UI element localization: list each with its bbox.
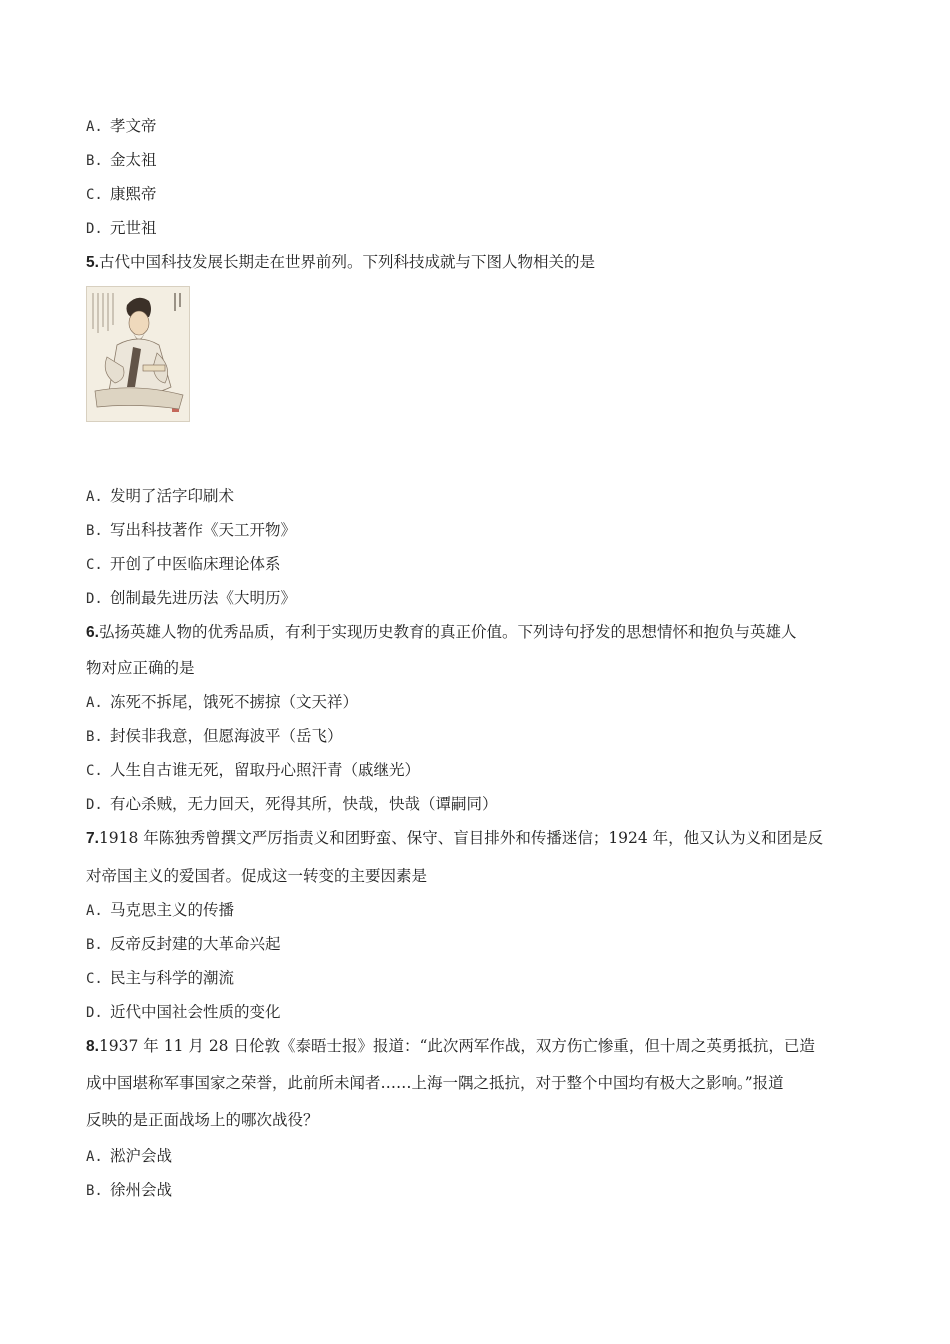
q7-option-b: B. 反帝反封建的大革命兴起 [86,935,281,953]
q7-option-d: D. 近代中国社会性质的变化 [86,1003,281,1021]
scholar-portrait-drawing [87,287,189,421]
scholar-portrait-image [86,286,190,422]
q5-option-d: D. 创制最先进历法《大明历》 [86,589,297,607]
q6-option-c: C. 人生自古谁无死，留取丹心照汗青（戚继光） [86,761,421,779]
q4-option-c: C. 康熙帝 [86,185,157,203]
q8-stem-line3: 反映的是正面战场上的哪次战役？ [86,1111,319,1129]
q6-stem-line1: 6.弘扬英雄人物的优秀品质，有利于实现历史教育的真正价值。下列诗句抒发的思想情怀和抱负与英雄人 [86,623,797,641]
q4-option-a: A. 孝文帝 [86,117,157,135]
q6-option-b: B. 封侯非我意，但愿海波平（岳飞） [86,727,343,745]
q8-stem-line2: 成中国堪称军事国家之荣誉，此前所未闻者……上海一隅之抵抗，对于整个中国均有极大之影响。”报道 [86,1074,784,1092]
q5-option-c: C. 开创了中医临床理论体系 [86,555,281,573]
q4-option-b: B. 金太祖 [86,151,157,169]
q7-stem-line1: 7.1918 年陈独秀曾撰文严厉指责义和团野蛮、保守、盲目排外和传播迷信；1924 年，他又认为义和团是反 [86,829,824,847]
q7-option-a: A. 马克思主义的传播 [86,901,235,919]
q7-stem-line2: 对帝国主义的爱国者。促成这一转变的主要因素是 [86,867,428,885]
q6-option-d: D. 有心杀贼，无力回天，死得其所，快哉，快哉（谭嗣同） [86,795,498,813]
q5-option-a: A. 发明了活字印刷术 [86,487,235,505]
q6-stem-line2: 物对应正确的是 [86,659,195,677]
q8-stem-line1: 8.1937 年 11 月 28 日伦敦《泰晤士报》报道：“此次两军作战，双方伤亡惨重，但十周之英勇抵抗，已造 [86,1037,815,1055]
q7-option-c: C. 民主与科学的潮流 [86,969,235,987]
q6-option-a: A. 冻死不拆尾，饿死不掳掠（文天祥） [86,693,359,711]
q5-stem: 5.古代中国科技发展长期走在世界前列。下列科技成就与下图人物相关的是 [86,253,595,271]
q8-option-a: A. 淞沪会战 [86,1147,173,1165]
q5-option-b: B. 写出科技著作《天工开物》 [86,521,297,539]
q4-option-d: D. 元世祖 [86,219,157,237]
q8-option-b: B. 徐州会战 [86,1181,173,1199]
